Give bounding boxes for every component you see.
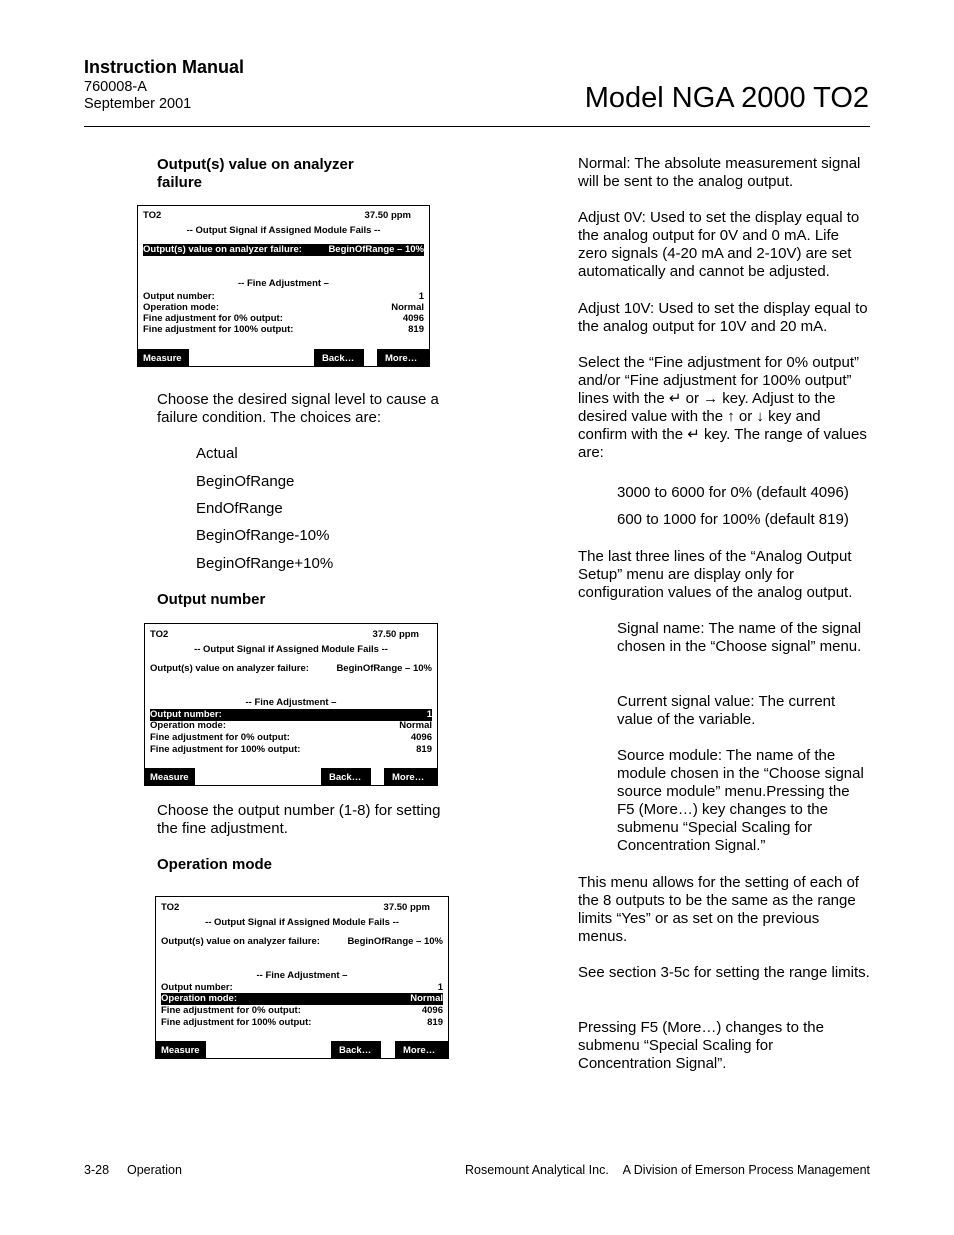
model-title: Model NGA 2000 TO2 [584,82,869,114]
output-number-description: Choose the output number (1-8) for setting the fine adjustment. [157,802,441,837]
fine0-label: Fine adjustment for 0% output: [143,313,283,324]
choice-beginofrange: BeginOfRange [196,473,295,490]
lcd-screen-output-number [144,623,438,786]
screen-title: -- Output Signal if Assigned Module Fails -- [194,644,388,655]
screen-title: -- Output Signal if Assigned Module Fails -- [186,225,381,236]
screen-row-fine100[interactable] [150,744,432,756]
back-button[interactable]: Back… [331,1041,381,1058]
output-number-label: Output number: [150,709,222,720]
fine0-value: 4096 [421,1005,443,1016]
fine-adjust-instructions: Select the “Fine adjustment for 0% output” and/or “Fine adjustment for 100% output” lines with the ↵ or → key. Adjust to the desired value with the ↑ or ↓ key and confirm with the ↵ key. The range of values are: [578,354,867,461]
fine0-value: 4096 [410,732,432,743]
screen-row-failure[interactable] [143,244,424,256]
measure-button[interactable]: Measure [156,1041,206,1058]
measure-button[interactable]: Measure [145,768,195,785]
range-limits-reference: See section 3-5c for setting the range limits. [578,964,870,981]
footer-division: A Division of Emerson Process Management [622,1163,870,1177]
section-heading-output-number: Output number [157,591,266,608]
more-button[interactable]: More… [377,349,429,366]
failure-label: Output(s) value on analyzer failure: [150,663,309,674]
operation-mode-value: Normal [391,302,424,313]
fine100-label: Fine adjustment for 100% output: [161,1017,312,1028]
screen-row-failure[interactable] [150,663,432,675]
lcd-screen-operation-mode [155,896,449,1059]
measure-button[interactable]: Measure [138,349,189,366]
section-heading-failure: Output(s) value on analyzer failure [157,156,354,191]
screen-row-fine0[interactable] [150,732,432,744]
manual-title: Instruction Manual [84,57,245,77]
header-rule [84,126,870,127]
screen-device: TO2 [150,629,169,640]
more-button[interactable]: More… [384,768,437,785]
screen-row-operation-mode[interactable] [150,720,432,732]
section-heading-operation-mode: Operation mode [157,856,273,873]
back-button[interactable]: Back… [314,349,364,366]
range-100-percent: 600 to 1000 for 100% (default 819) [617,511,849,528]
failure-label: Output(s) value on analyzer failure: [161,936,320,947]
failure-value: BeginOfRange – 10% [347,936,443,947]
failure-description: Choose the desired signal level to cause a failure condition. The choices are: [157,391,439,426]
choice-endofrange: EndOfRange [196,500,283,517]
signal-name-description: Signal name: The name of the signal chosen in the “Choose signal” menu. [617,620,862,655]
f5-more-note: Pressing F5 (More…) changes to the submenu “Special Scaling for Concentration Signal”. [578,1019,824,1072]
output-number-value: 1 [426,709,432,720]
fine100-value: 819 [427,1017,443,1028]
screen-row-failure[interactable] [161,936,443,948]
operation-mode-value: Normal [410,993,443,1004]
failure-value: BeginOfRange – 10% [336,663,432,674]
choice-beginofrange-minus10: BeginOfRange-10% [196,527,330,544]
current-signal-value-description: Current signal value: The current value of the variable. [617,693,836,728]
screen-device: TO2 [161,902,180,913]
fine100-value: 819 [416,744,432,755]
operation-mode-value: Normal [399,720,432,731]
operation-mode-label: Operation mode: [143,302,220,313]
fine0-label: Fine adjustment for 0% output: [161,1005,301,1016]
screen-fine-title: -- Fine Adjustment – [256,970,348,981]
choice-beginofrange-plus10: BeginOfRange+10% [196,555,334,572]
normal-description: Normal: The absolute measurement signal will be sent to the analog output. [578,155,861,190]
back-button[interactable]: Back… [321,768,371,785]
fine0-value: 4096 [402,313,424,324]
display-only-note: The last three lines of the “Analog Output Setup” menu are display only for configuration values of the analog output. [578,548,853,601]
footer-section: Operation [127,1163,182,1177]
screen-reading: 37.50 ppm [364,210,411,221]
doc-number: 760008-A [84,79,147,95]
screen-device: TO2 [143,210,162,221]
screen-row-fine100[interactable] [161,1017,443,1029]
screen-reading: 37.50 ppm [383,902,430,913]
fine100-value: 819 [408,324,424,335]
screen-fine-title: -- Fine Adjustment – [245,697,337,708]
screen-row-fine0[interactable] [161,1005,443,1017]
adjust-0v-description: Adjust 0V: Used to set the display equal to the analog output for 0V and 0 mA. Life zero signals (4-20 mA and 2-10V) are set automatically and cannot be adjusted. [578,209,860,280]
source-module-description: Source module: The name of the module chosen in the “Choose signal source module” menu.Pressing the F5 (More…) key changes to the submenu “Special Scaling for Concentration Signal.” [617,747,864,854]
adjust-10v-description: Adjust 10V: Used to set the display equal to the analog output for 10V and 20 mA. [578,300,868,335]
screen-row-operation-mode[interactable] [161,993,443,1005]
output-number-label: Output number: [161,982,233,993]
fine0-label: Fine adjustment for 0% output: [150,732,290,743]
page-number: 3-28 [84,1163,110,1177]
lcd-screen-failure [137,205,430,367]
screen-row-fine100[interactable] [143,324,424,336]
more-button[interactable]: More… [395,1041,448,1058]
failure-label: Output(s) value on analyzer failure: [143,244,302,255]
fine100-label: Fine adjustment for 100% output: [143,324,294,335]
output-number-value: 1 [418,291,424,302]
range-0-percent: 3000 to 6000 for 0% (default 4096) [617,484,849,501]
doc-date: September 2001 [84,96,192,112]
fine100-label: Fine adjustment for 100% output: [150,744,301,755]
operation-mode-label: Operation mode: [150,720,227,731]
output-number-value: 1 [437,982,443,993]
screen-fine-title: -- Fine Adjustment – [238,278,329,289]
screen-reading: 37.50 ppm [372,629,419,640]
failure-value: BeginOfRange – 10% [328,244,424,255]
menu-allows-note: This menu allows for the setting of each of the 8 outputs to be the same as the range limits “Yes” or as set on the previous menus. [578,874,859,945]
operation-mode-label: Operation mode: [161,993,238,1004]
footer-company: Rosemount Analytical Inc. [465,1163,609,1177]
choice-actual: Actual [196,445,238,462]
output-number-label: Output number: [143,291,215,302]
screen-title: -- Output Signal if Assigned Module Fails -- [205,917,399,928]
